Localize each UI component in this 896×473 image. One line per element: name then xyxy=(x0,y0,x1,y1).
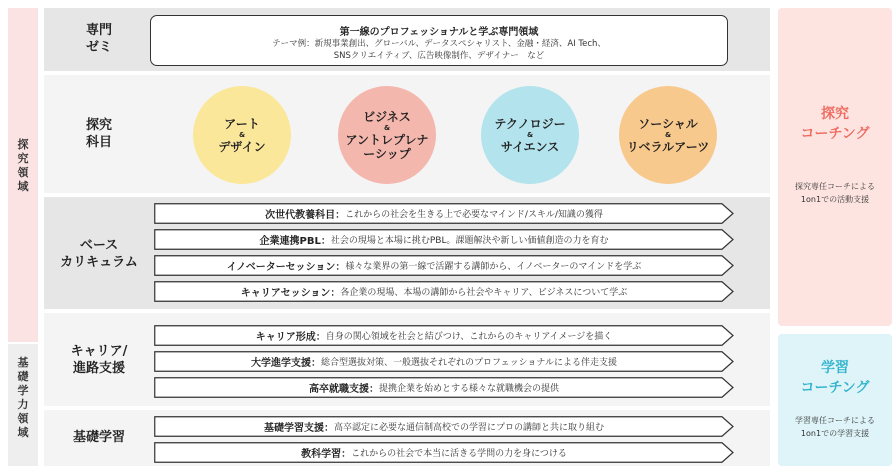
seminar-box xyxy=(150,15,728,66)
basic-learning-title: 基礎学習 xyxy=(72,430,125,445)
inquiry-domain-label: 探 究 領 域 xyxy=(17,138,29,193)
arrow-text: 提携企業を始めとする様々な就職機会の提供 xyxy=(378,384,559,394)
arrow-label: 大学進学支援： xyxy=(251,358,322,369)
inquiry-subjects-title: 探究 科目 xyxy=(85,118,112,150)
arrow-text: これからの社会で本当に活きる学問の力を身につける xyxy=(351,449,567,459)
study-coaching-title-2: コーチング xyxy=(800,380,870,396)
arrow-text: 社会の現場と本場に挑むPBL。課題解決や新しい価値創造の力を育む xyxy=(330,236,609,246)
arrow-text: 様々な業界の第一線で活躍する講師から、イノベーターのマインドを学ぶ xyxy=(345,262,642,272)
study-coaching-desc-1: 学習専任コーチによる xyxy=(795,416,875,425)
arrow-item xyxy=(154,351,734,372)
seminar-title: 専門 ゼミ xyxy=(85,23,112,55)
arrow-item xyxy=(154,377,734,398)
arrow-item xyxy=(154,255,734,276)
study-coaching-title-1: 学習 xyxy=(821,360,849,376)
arrow-label: キャリア形成： xyxy=(255,332,326,343)
arrow-text: 自身の関心領域を社会と結びつけ、これからのキャリアイメージを描く xyxy=(325,332,613,342)
basic-domain-label: 基 礎 学 力 領 域 xyxy=(17,356,29,439)
arrow-item xyxy=(154,281,734,302)
arrow-item xyxy=(154,203,734,224)
arrow-item xyxy=(154,325,734,346)
study-coaching-desc-2: 1on1での学習支援 xyxy=(800,429,870,438)
arrow-label: 教科学習： xyxy=(301,449,352,460)
basic-domain-band xyxy=(8,344,38,466)
arrow-text: 総合型選抜対策、一般選抜それぞれのプロフェッショナルによる伴走支援 xyxy=(321,358,617,368)
subject-circle-social: ソーシャル & リベラルアーツ xyxy=(619,86,717,184)
arrow-item xyxy=(154,416,734,437)
arrow-label: 次世代教養科目： xyxy=(265,210,346,221)
arrow-label: イノベーターセッション： xyxy=(226,262,346,273)
career-title: キャリア/ 進路支援 xyxy=(70,344,128,376)
arrow-label: 基礎学習支援： xyxy=(263,423,334,434)
arrow-text: 各企業の現場、本場の講師から社会やキャリア、ビジネスについて学ぶ xyxy=(340,288,628,298)
inquiry-coaching-desc-2: 1on1での活動支援 xyxy=(800,195,870,204)
seminar-box-desc-2: SNSクリエイティブ、広告映像制作、デザイナー など xyxy=(333,51,545,61)
inquiry-domain-band xyxy=(8,8,38,342)
base-curriculum-title: ベース カリキュラム xyxy=(60,238,138,270)
seminar-box-title: 第一線のプロフェッショナルと学ぶ専門領域 xyxy=(339,27,539,38)
inquiry-coaching-title-2: コーチング xyxy=(800,126,870,142)
seminar-row xyxy=(44,8,770,71)
arrow-label: 高卒就職支援： xyxy=(308,384,379,395)
subject-circle-technology: テクノロジー & サイエンス xyxy=(481,86,579,184)
inquiry-coaching-panel xyxy=(778,8,892,326)
arrow-label: 企業連携PBL： xyxy=(259,236,331,247)
arrow-item xyxy=(154,229,734,250)
arrow-text: これからの社会を生きる上で必要なマインド/スキル/知識の獲得 xyxy=(345,210,603,220)
arrow-text: 高卒認定に必要な通信制高校での学習にプロの講師と共に取り組む xyxy=(333,423,604,433)
seminar-box-desc-1: テーマ例：新規事業創出、グローバル、データスペシャリスト、金融・経済、AI Tech、 xyxy=(272,39,606,49)
study-coaching-panel xyxy=(778,334,892,466)
inquiry-coaching-desc-1: 探究専任コーチによる xyxy=(795,182,875,191)
subject-circle-business: ビジネス & アントレプレナーシップ xyxy=(338,86,436,184)
arrow-item xyxy=(154,442,734,463)
inquiry-coaching-title-1: 探究 xyxy=(821,106,849,122)
arrow-label: キャリアセッション： xyxy=(240,288,341,299)
subject-circle-art-design: アート & デザイン xyxy=(193,86,291,184)
